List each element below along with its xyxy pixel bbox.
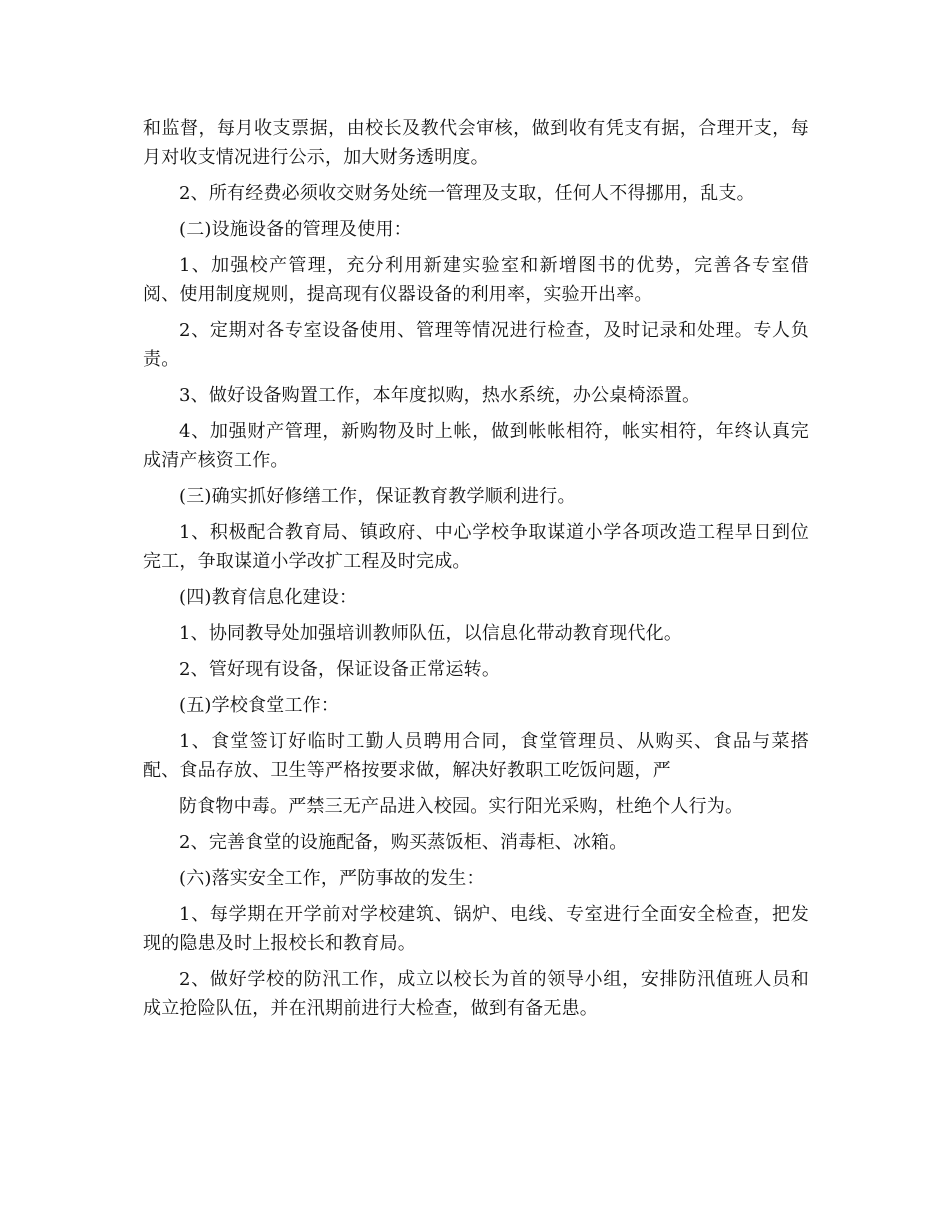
document-body: [143, 114, 809, 1030]
paragraph-canteen-item-1: 1、食堂签订好临时工勤人员聘用合同，食堂管理员、从购买、食品与菜搭配、食品存放、卫生等严格按要求做，解决好教职工吃饭问题，严: [143, 731, 809, 781]
paragraph-facility-item-4: 4、加强财产管理，新购物及时上帐，做到帐帐相符，帐实相符，年终认真完成清产核资工作。: [143, 421, 809, 471]
section-heading-repairs: (三)确实抓好修缮工作，保证教育教学顺利进行。: [179, 486, 576, 507]
paragraph-facility-item-2: 2、定期对各专室设备使用、管理等情况进行检查，及时记录和处理。专人负责。: [143, 320, 809, 370]
paragraph-canteen-item-1-continuation: 防食物中毒。严禁三无产品进入校园。实行阳光采购，杜绝个人行为。: [179, 796, 744, 817]
section-heading-safety: (六)落实安全工作，严防事故的发生：: [179, 868, 485, 889]
section-heading-canteen: (五)学校食堂工作：: [179, 695, 340, 716]
section-heading-informatization: (四)教育信息化建设：: [179, 587, 358, 608]
section-heading-facilities: (二)设施设备的管理及使用：: [179, 219, 412, 240]
paragraph-funding-management: 2、所有经费必须收交财务处统一管理及支取，任何人不得挪用，乱支。: [179, 183, 755, 204]
paragraph-safety-item-2: 2、做好学校的防汛工作，成立以校长为首的领导小组，安排防汛值班人员和成立抢险队伍，并在汛期前进行大检查，做到有备无患。: [143, 969, 809, 1019]
paragraph-repairs-item-1: 1、积极配合教育局、镇政府、中心学校争取谋道小学各项改造工程早日到位完工，争取谋道小学改扩工程及时完成。: [143, 522, 809, 572]
paragraph-informatization-item-1: 1、协同教导处加强培训教师队伍，以信息化带动教育现代化。: [179, 623, 683, 644]
paragraph-informatization-item-2: 2、管好现有设备，保证设备正常运转。: [179, 659, 501, 680]
paragraph-safety-item-1: 1、每学期在开学前对学校建筑、锅炉、电线、专室进行全面安全检查，把发现的隐患及时上报校长和教育局。: [143, 904, 809, 954]
paragraph-finance-supervision: 和监督，每月收支票据，由校长及教代会审核，做到收有凭支有据，合理开支，每月对收支情况进行公示，加大财务透明度。: [143, 118, 809, 168]
paragraph-canteen-item-2: 2、完善食堂的设施配备，购买蒸饭柜、消毒柜、冰箱。: [179, 832, 628, 853]
paragraph-facility-item-3: 3、做好设备购置工作，本年度拟购，热水系统，办公桌椅添置。: [179, 385, 701, 406]
paragraph-facility-item-1: 1、加强校产管理，充分利用新建实验室和新增图书的优势，完善各专室借阅、使用制度规则，提高现有仪器设备的利用率，实验开出率。: [143, 255, 809, 305]
